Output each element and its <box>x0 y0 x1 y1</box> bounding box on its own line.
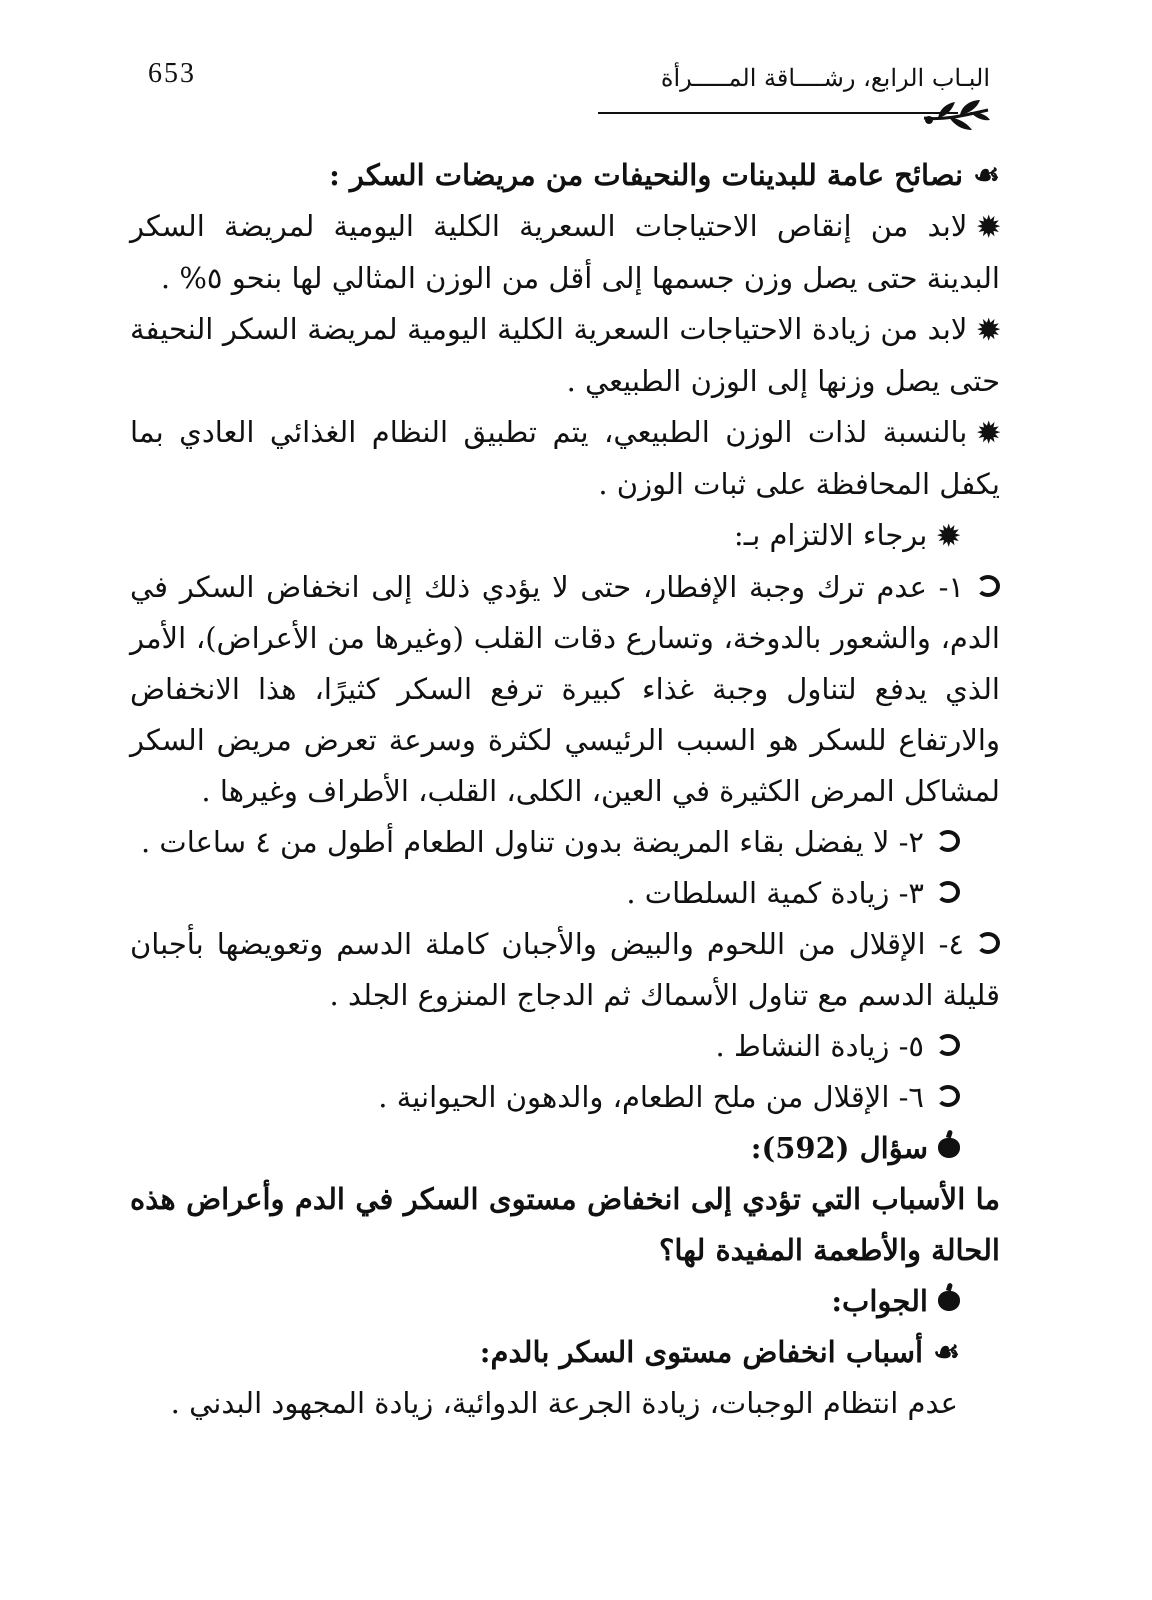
paragraph-text: برجاء الالتزام بـ: <box>733 518 928 552</box>
leaf-bullet-icon: ☙ <box>973 158 1000 193</box>
list-item <box>130 1021 1000 1072</box>
list-item-text: ١- عدم ترك وجبة الإفطار، حتى لا يؤدي ذلك إلى انخفاض السكر في الدم، والشعور بالدوخة، وتسارع دقات القلب (وغيرها من الأعراض)، الأمر الذي يدفع لتناول وجبة غذاء كبيرة ترفع السكر كثيرًا، هذا الانخفاض والارتفاع للسكر هو السبب الرئيسي لكثرة وسرعة تعرض مريض السكر لمشاكل المرض الكثيرة في العين، الكلى، القلب، الأطراف وغيرها . <box>130 570 1000 808</box>
leaf-bullet-icon: ☙ <box>933 1335 960 1370</box>
star-bullet-icon: ✹ <box>977 212 1000 243</box>
apple-bullet-icon <box>938 1138 960 1158</box>
answer-text: عدم انتظام الوجبات، زيادة الجرعة الدوائية، زيادة المجهود البدني . <box>170 1386 958 1420</box>
apple-bullet-icon <box>938 1291 960 1311</box>
section-heading-text: نصائح عامة للبدينات والنحيفات من مريضات السكر : <box>329 158 964 192</box>
list-item-text: ٤- الإقلال من اللحوم والبيض والأجبان كاملة الدسم وتعويضها بأجبان قليلة الدسم مع تناول الأسماك ثم الدجاج المنزوع الجلد . <box>130 927 1000 1012</box>
paragraph-underweight <box>130 304 1000 407</box>
answer-label: الجواب: <box>831 1284 928 1318</box>
star-bullet-icon: ✹ <box>977 418 1000 449</box>
star-bullet-icon: ✹ <box>937 521 960 552</box>
circle-bullet-icon <box>976 932 1000 954</box>
page-number: 653 <box>148 58 196 89</box>
question-text: ما الأسباب التي تؤدي إلى انخفاض مستوى السكر في الدم وأعراض هذه الحالة والأطعمة المفيدة لها؟ <box>130 1182 1000 1267</box>
running-header: البـاب الرابع، رشــــاقة المـــــرأة <box>660 64 990 92</box>
list-item-text: ٢- لا يفضل بقاء المريضة بدون تناول الطعام أطول من ٤ ساعات . <box>141 825 924 859</box>
answer-heading-text: أسباب انخفاض مستوى السكر بالدم: <box>479 1335 924 1369</box>
answer-label-line <box>130 1276 1000 1327</box>
circle-bullet-icon <box>936 881 960 903</box>
circle-bullet-icon <box>936 830 960 852</box>
question-label: سؤال (592): <box>750 1131 928 1165</box>
paragraph-normal-weight <box>130 407 1000 510</box>
paragraph-text: لابد من زيادة الاحتياجات السعرية الكلية اليومية لمريضة السكر النحيفة حتى يصل وزنها إلى الوزن الطبيعي . <box>130 312 1000 398</box>
list-item <box>130 868 1000 919</box>
star-bullet-icon: ✹ <box>977 315 1000 346</box>
header-rule <box>598 112 958 114</box>
list-item-text: ٥- زيادة النشاط . <box>715 1029 924 1063</box>
question-label-line <box>130 1123 1000 1174</box>
paragraph-commitment <box>130 510 1000 562</box>
circle-bullet-icon <box>936 1085 960 1107</box>
answer-heading <box>130 1327 1000 1378</box>
leaf-ornament-icon <box>920 92 992 136</box>
page-content <box>130 150 1000 1429</box>
circle-bullet-icon <box>976 575 1000 597</box>
list-item <box>130 562 1000 817</box>
section-heading-general-advice <box>130 150 1000 201</box>
list-item <box>130 1072 1000 1123</box>
list-item-text: ٦- الإقلال من ملح الطعام، والدهون الحيوانية . <box>378 1080 924 1114</box>
list-item <box>130 817 1000 868</box>
paragraph-text: لابد من إنقاص الاحتياجات السعرية الكلية اليومية لمريضة السكر البدينة حتى يصل وزن جسمها إلى أقل من الوزن المثالي لها بنحو ٥% . <box>130 209 1000 295</box>
list-item-text: ٣- زيادة كمية السلطات . <box>626 876 924 910</box>
paragraph-overweight <box>130 201 1000 304</box>
circle-bullet-icon <box>936 1034 960 1056</box>
paragraph-text: بالنسبة لذات الوزن الطبيعي، يتم تطبيق النظام الغذائي العادي بما يكفل المحافظة على ثبات الوزن . <box>130 415 1000 501</box>
list-item <box>130 919 1000 1021</box>
